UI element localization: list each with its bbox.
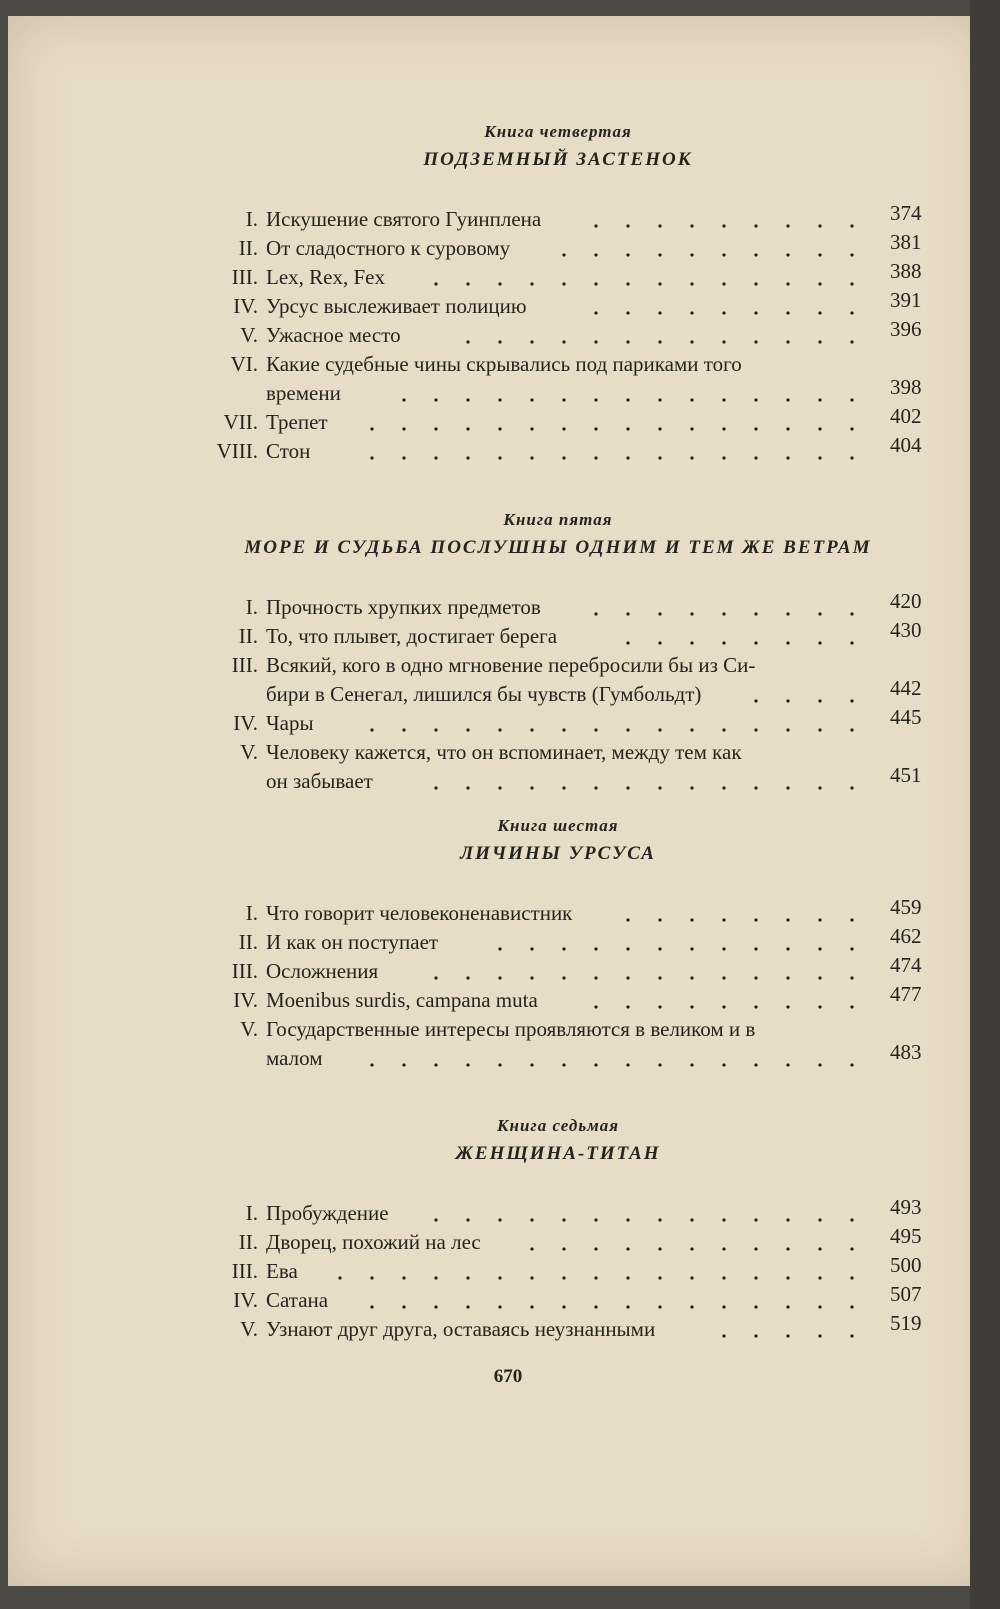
dot-leader bbox=[420, 1218, 878, 1222]
chapter-page-number: 477 bbox=[890, 982, 922, 1006]
chapter-number: I. bbox=[245, 1201, 258, 1225]
dot-leader bbox=[420, 282, 878, 286]
dot-leader bbox=[356, 728, 878, 732]
chapter-title: Государственные интересы проявляются в великом и в bbox=[266, 1017, 756, 1041]
chapter-title: Moenibus surdis, campana muta bbox=[266, 988, 538, 1012]
chapter-title: Lex, Rex, Fex bbox=[266, 265, 385, 289]
chapter-number: V. bbox=[240, 323, 258, 347]
chapter-title: Прочность хрупких предметов bbox=[266, 595, 541, 619]
chapter-page-number: 374 bbox=[890, 201, 922, 225]
dot-leader bbox=[420, 976, 878, 980]
dot-leader bbox=[420, 786, 878, 790]
book-label: Книга пятая bbox=[503, 510, 613, 529]
book-label: Книга четвертая bbox=[484, 122, 632, 141]
chapter-page-number: 493 bbox=[890, 1195, 922, 1219]
chapter-title: Ева bbox=[266, 1259, 298, 1283]
chapter-page-number: 462 bbox=[890, 924, 922, 948]
chapter-title: Всякий, кого в одно мгновение перебросили бы из Си- bbox=[266, 653, 756, 677]
dot-leader bbox=[580, 224, 878, 228]
chapter-title: То, что плывет, достигает берега bbox=[266, 624, 558, 648]
chapter-title: времени bbox=[266, 381, 341, 405]
dot-leader bbox=[580, 1005, 878, 1009]
chapter-title: Дворец, похожий на лес bbox=[266, 1230, 481, 1254]
chapter-page-number: 430 bbox=[890, 618, 922, 642]
chapter-title: От сладостного к суровому bbox=[266, 236, 511, 260]
chapter-number: V. bbox=[240, 1317, 258, 1341]
chapter-page-number: 507 bbox=[890, 1282, 922, 1306]
dot-leader bbox=[612, 918, 878, 922]
chapter-number: V. bbox=[240, 740, 258, 764]
dot-leader bbox=[356, 1305, 878, 1309]
chapter-page-number: 388 bbox=[890, 259, 922, 283]
chapter-title: Что говорит человеконенавистник bbox=[266, 901, 573, 925]
chapter-number: IV. bbox=[233, 711, 258, 735]
chapter-page-number: 442 bbox=[890, 676, 922, 700]
chapter-number: IV. bbox=[233, 294, 258, 318]
chapter-title: Сатана bbox=[266, 1288, 329, 1312]
chapter-title: Чары bbox=[266, 711, 314, 735]
chapter-number: II. bbox=[238, 236, 258, 260]
dot-leader bbox=[612, 641, 878, 645]
chapter-number: V. bbox=[240, 1017, 258, 1041]
dot-leader bbox=[580, 311, 878, 315]
chapter-page-number: 451 bbox=[890, 763, 922, 787]
chapter-number: III. bbox=[231, 1259, 258, 1283]
chapter-number: II. bbox=[238, 1230, 258, 1254]
chapter-page-number: 483 bbox=[890, 1040, 922, 1064]
chapter-page-number: 474 bbox=[890, 953, 922, 977]
book-title: ПОДЗЕМНЫЙ ЗАСТЕНОК bbox=[423, 149, 693, 170]
chapter-title: Человеку кажется, что он вспоминает, между тем как bbox=[266, 740, 742, 764]
page-number: 670 bbox=[493, 1366, 523, 1387]
chapter-page-number: 402 bbox=[890, 404, 922, 428]
chapter-title: Трепет bbox=[266, 410, 328, 434]
chapter-number: VII. bbox=[223, 410, 258, 434]
dot-leader bbox=[324, 1276, 878, 1280]
chapter-title: Ужасное место bbox=[266, 323, 401, 347]
dot-leader bbox=[356, 456, 878, 460]
chapter-number: III. bbox=[231, 959, 258, 983]
chapter-title: Стон bbox=[266, 439, 311, 463]
chapter-title: Узнают друг друга, оставаясь неузнанными bbox=[266, 1317, 656, 1341]
dot-leader bbox=[356, 427, 878, 431]
book-label: Книга седьмая bbox=[497, 1116, 619, 1135]
chapter-number: I. bbox=[245, 595, 258, 619]
chapter-number: I. bbox=[245, 901, 258, 925]
dot-leader bbox=[516, 1247, 878, 1251]
chapter-title: бири в Сенегал, лишился бы чувств (Гумбольдт) bbox=[266, 682, 702, 706]
book-label: Книга шестая bbox=[497, 816, 619, 835]
book-title: ЖЕНЩИНА-ТИТАН bbox=[455, 1143, 661, 1164]
chapter-title: он забывает bbox=[266, 769, 373, 793]
chapter-title: Осложнения bbox=[266, 959, 379, 983]
chapter-title: Искушение святого Гуинплена bbox=[266, 207, 542, 231]
dot-leader bbox=[548, 253, 878, 257]
background-edge bbox=[970, 0, 1000, 1609]
dot-leader bbox=[452, 340, 878, 344]
book-title: МОРЕ И СУДЬБА ПОСЛУШНЫ ОДНИМ И ТЕМ ЖЕ ВЕТРАМ bbox=[244, 537, 872, 558]
chapter-page-number: 420 bbox=[890, 589, 922, 613]
chapter-page-number: 381 bbox=[890, 230, 922, 254]
chapter-page-number: 500 bbox=[890, 1253, 922, 1277]
chapter-number: III. bbox=[231, 653, 258, 677]
chapter-number: II. bbox=[238, 930, 258, 954]
chapter-title: Пробуждение bbox=[266, 1201, 389, 1225]
chapter-number: IV. bbox=[233, 988, 258, 1012]
dot-leader bbox=[356, 1063, 878, 1067]
chapter-page-number: 398 bbox=[890, 375, 922, 399]
chapter-number: IV. bbox=[233, 1288, 258, 1312]
chapter-title: И как он поступает bbox=[266, 930, 439, 954]
chapter-page-number: 459 bbox=[890, 895, 922, 919]
chapter-title: Какие судебные чины скрывались под париками того bbox=[266, 352, 742, 376]
chapter-number: II. bbox=[238, 624, 258, 648]
dot-leader bbox=[580, 612, 878, 616]
dot-leader bbox=[708, 1334, 878, 1338]
book-title: ЛИЧИНЫ УРСУСА bbox=[460, 843, 656, 864]
dot-leader bbox=[484, 947, 878, 951]
chapter-number: III. bbox=[231, 265, 258, 289]
chapter-page-number: 404 bbox=[890, 433, 922, 457]
chapter-page-number: 396 bbox=[890, 317, 922, 341]
dot-leader bbox=[388, 398, 878, 402]
chapter-title: малом bbox=[266, 1046, 323, 1070]
chapter-number: VI. bbox=[230, 352, 258, 376]
book-page bbox=[8, 16, 990, 1586]
chapter-page-number: 445 bbox=[890, 705, 922, 729]
dot-leader bbox=[740, 699, 878, 703]
chapter-page-number: 495 bbox=[890, 1224, 922, 1248]
chapter-title: Урсус выслеживает полицию bbox=[266, 294, 527, 318]
chapter-number: I. bbox=[245, 207, 258, 231]
chapter-number: VIII. bbox=[216, 439, 258, 463]
chapter-page-number: 391 bbox=[890, 288, 922, 312]
chapter-page-number: 519 bbox=[890, 1311, 922, 1335]
